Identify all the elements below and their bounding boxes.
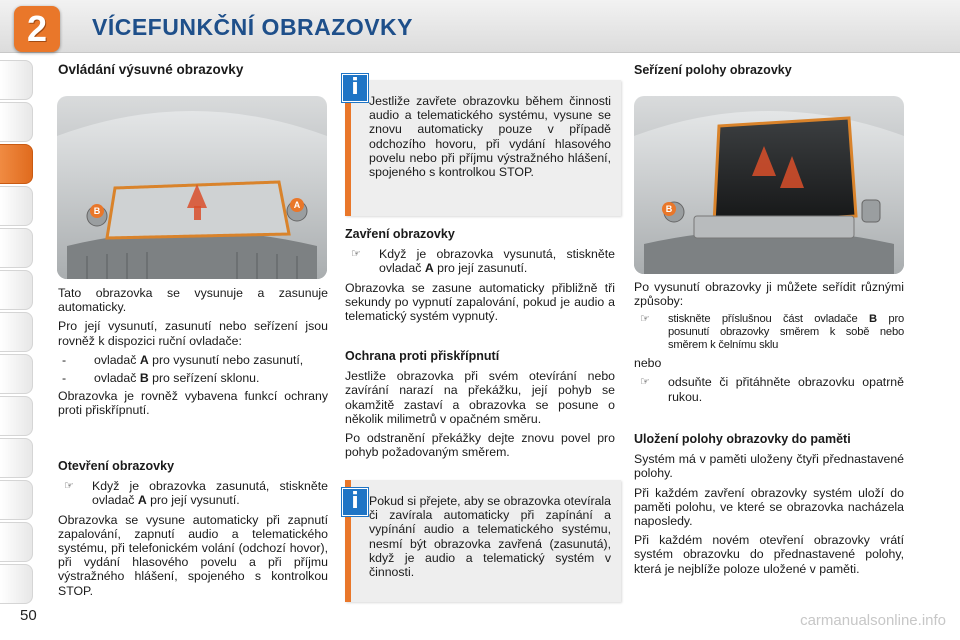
info-text: Pokud si přejete, aby se obrazovka otevírala či zavírala automaticky při zapínání a vypínání audio a telematického systému, nesmí být obrazovka zavřená (zasunutá), když je audio a telematický systém v činnosti. (369, 494, 611, 580)
paragraph: Jestliže obrazovka při svém otevírání nebo zavírání narazí na překážku, její pohyb se okamžitě zastaví a obrazovka se posune o několik milimetrů v opačném směru. (345, 369, 615, 426)
info-box-auto (345, 480, 621, 602)
control-b-label: B (90, 204, 104, 218)
column-left (58, 63, 328, 83)
column-left-text (58, 286, 328, 423)
dash-item: - ovladač A pro vysunutí nebo zasunutí, (62, 352, 304, 367)
section-heading: Uložení polohy obrazovky do paměti (634, 432, 851, 446)
info-text: Jestliže zavřete obrazovku během činnosti audio a telematického systému, vysune se znovu automaticky pouze v případě odchozího hovoru, při vydání hlasového povelu nebo při příjmu výstražného hlášení, spojeného s kontrolkou STOP. (369, 94, 611, 180)
illustration-screen-closed (57, 96, 327, 279)
chapter-tab[interactable] (0, 102, 33, 142)
paragraph: Pro její vysunutí, zasunutí nebo seřízení jsou rovněž k dispozici ruční ovladače: (58, 319, 328, 348)
paragraph: Obrazovka je rovněž vybavena funkcí ochrany proti přiskřípnutí. (58, 389, 328, 418)
bullet-item: ☞ stiskněte příslušnou část ovladače B pro posunutí obrazovky směrem k sobě nebo směrem k čelnímu sklu (640, 313, 904, 351)
paragraph: Obrazovka se vysune automaticky při zapnutí zapalování, zapnutí audio a telematického systému, při telefonickém volání (odchozí hovor), při vydání hlasového povelu a při příjmu výstražného hlášení, spojeného s kontrolkou STOP. (58, 512, 328, 598)
hand-icon: ☞ (64, 480, 74, 493)
section-heading: Zavření obrazovky (345, 227, 455, 241)
section-close (345, 227, 615, 328)
chapter-badge (14, 6, 60, 52)
chapter-tab[interactable] (0, 186, 33, 226)
page-title: VÍCEFUNKČNÍ OBRAZOVKY (92, 14, 414, 40)
chapter-tab[interactable] (0, 396, 33, 436)
page-number: 50 (20, 607, 37, 624)
hand-icon: ☞ (640, 313, 650, 326)
chapter-tab[interactable] (0, 564, 33, 604)
section-memory (634, 432, 904, 581)
section-heading: Ochrana proti přiskřípnutí (345, 349, 500, 363)
section-open (58, 459, 328, 603)
paragraph: Po vysunutí obrazovky ji můžete seřídit různými způsoby: (634, 280, 904, 309)
paragraph: Při každém zavření obrazovky systém uloží do paměti polohu, ve které se obrazovka nacházela naposledy. (634, 485, 904, 529)
chapter-tab[interactable] (0, 438, 33, 478)
paragraph: Systém má v paměti uloženy čtyři přednastavené polohy. (634, 452, 904, 481)
control-b-label: B (662, 202, 676, 216)
chapter-tab[interactable] (0, 312, 33, 352)
chapter-tab[interactable] (0, 522, 33, 562)
hand-icon: ☞ (640, 376, 650, 389)
section-heading: Otevření obrazovky (58, 459, 175, 473)
paragraph: Po odstranění překážky dejte znovu povel pro pohyb požadovaným směrem. (345, 431, 615, 460)
dashboard-drawing (57, 96, 327, 279)
chapter-tab[interactable] (0, 60, 33, 100)
paragraph: Při každém novém otevření obrazovky vrátí systém obrazovku do přednastavené polohy, která je nejblíže poloze uložené v paměti. (634, 533, 904, 576)
section-adjust (634, 280, 904, 409)
chapter-tab[interactable] (0, 270, 33, 310)
bullet-item: ☞ Když je obrazovka zasunutá, stiskněte ovladač A pro její vysunutí. (64, 479, 328, 508)
section-anti-pinch (345, 349, 615, 464)
paragraph: nebo (634, 356, 662, 371)
paragraph: Tato obrazovka se vysunuje a zasunuje automaticky. (58, 286, 328, 315)
chapter-tab[interactable] (0, 480, 33, 520)
watermark: carmanualsonline.info (800, 612, 946, 629)
illustration-screen-open (634, 96, 904, 274)
info-icon: i (342, 488, 368, 516)
dashboard-drawing-open (634, 96, 904, 274)
chapter-tabs (0, 60, 34, 606)
section-heading: Seřízení polohy obrazovky (634, 63, 792, 77)
bullet-item: ☞ odsuňte či přitáhněte obrazovku opatrně rukou. (640, 375, 904, 404)
chapter-tab[interactable] (0, 354, 33, 394)
hand-icon: ☞ (351, 248, 361, 261)
section-adjust-heading (634, 63, 904, 83)
info-box-close (345, 80, 621, 216)
section-heading: Ovládání výsuvné obrazovky (58, 62, 244, 77)
control-a-label: A (290, 198, 304, 212)
info-icon: i (342, 74, 368, 102)
bullet-item: ☞ Když je obrazovka vysunutá, stiskněte ovladač A pro její zasunutí. (351, 247, 615, 276)
chapter-tab[interactable] (0, 228, 33, 268)
chapter-tab-active[interactable] (0, 144, 33, 184)
chapter-number: 2 (26, 8, 48, 49)
dash-item: - ovladač B pro seřízení sklonu. (62, 371, 260, 386)
paragraph: Obrazovka se zasune automaticky přibližně tři sekundy po vypnutí zapalování, pokud je audio a telematický systém vypnutý. (345, 280, 615, 324)
